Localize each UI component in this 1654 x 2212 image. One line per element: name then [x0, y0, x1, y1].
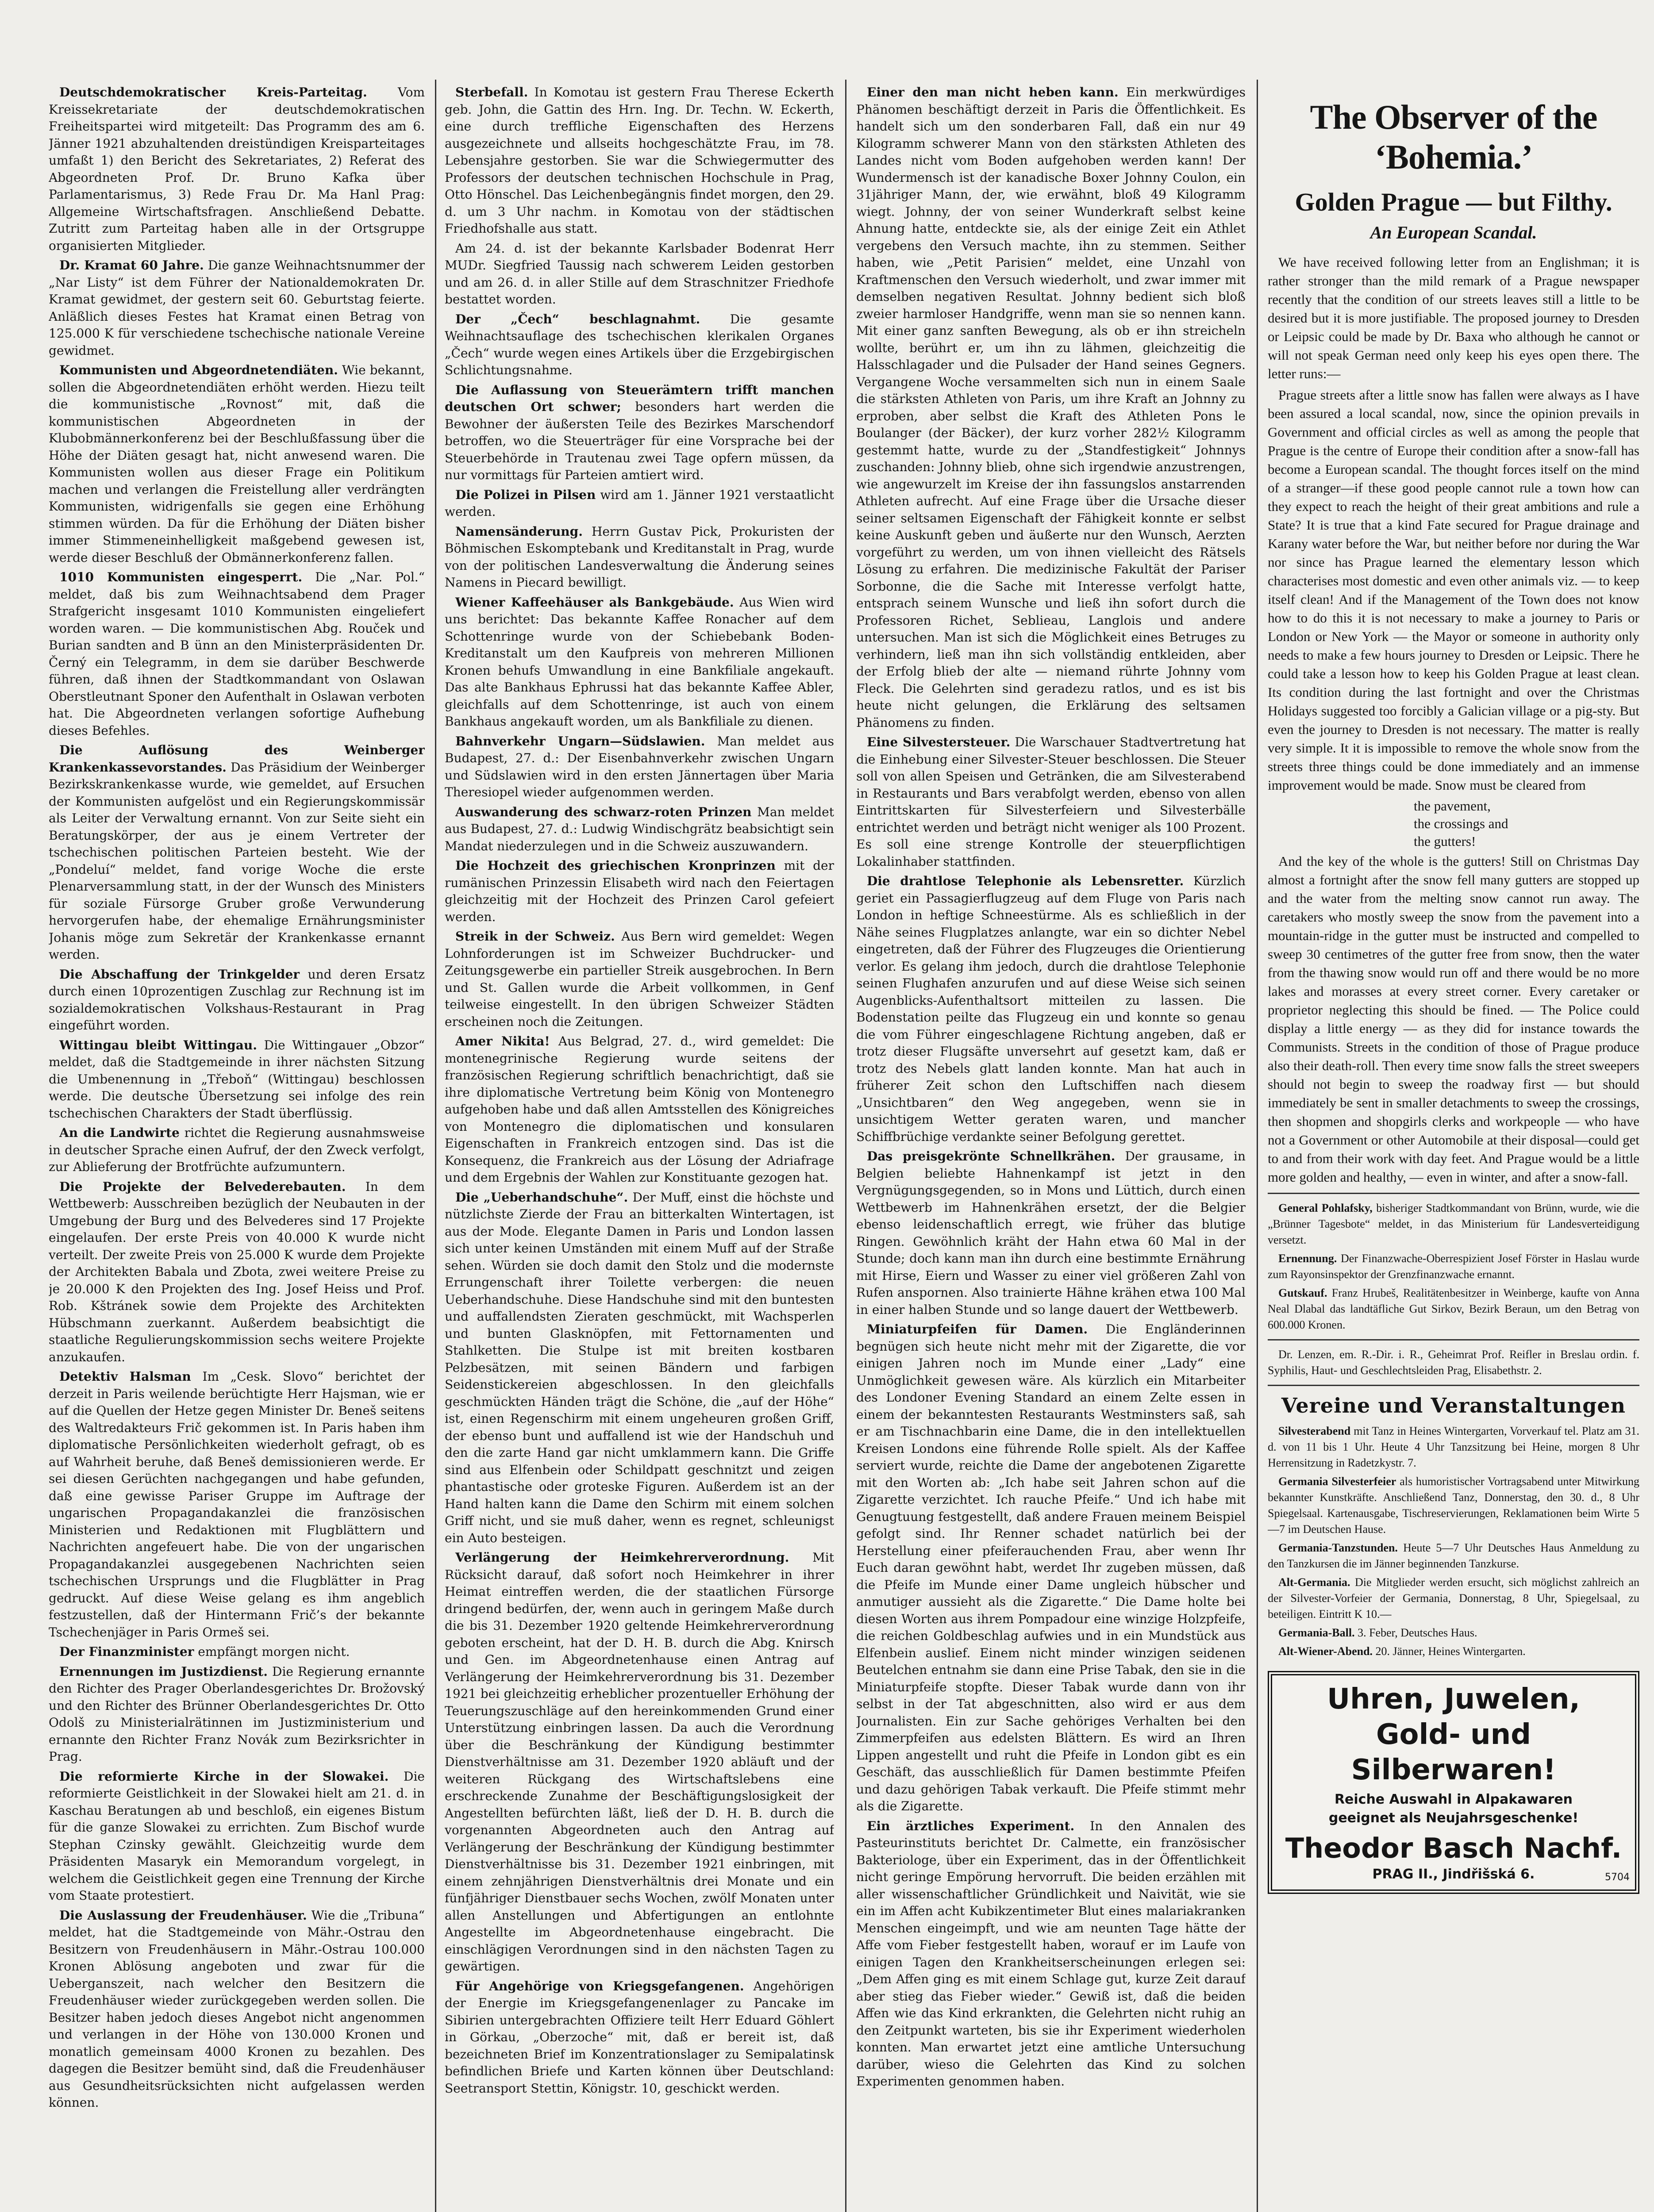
- article-body: richtet die Regierung ausnahmsweise in deutscher Sprache einen Aufruf, der den Zweck verfolgt, zur Ablieferung der Brotfrüchte aufzumuntern.: [49, 1125, 425, 1174]
- article: [445, 311, 834, 379]
- article: [445, 84, 834, 238]
- article: [49, 1663, 425, 1766]
- column-2: [445, 84, 834, 2212]
- article: [856, 873, 1246, 1145]
- article: [445, 240, 834, 308]
- article-headline: Wittingau bleibt Wittingau.: [59, 1037, 257, 1052]
- list-item: the crossings and: [1414, 816, 1508, 831]
- article-body: Der Finanzwache-Oberrespizient Josef Förster in Haslau wurde zum Rayonsinspektor der Grenzfinanzwache ernannt.: [1268, 1252, 1639, 1281]
- article: [445, 857, 834, 926]
- article-subheadline: An European Scandal.: [1370, 223, 1537, 242]
- article-body: Die Engländerinnen begnügen sich heute nicht mehr mit der Zigarette, die vor einigen Jahren noch im Munde einer „Lady“ eine Unmöglichkeit gewesen wäre. Als kürzlich ein Mitarbeiter des Londoner Evening Standard an einem Zelte essen in einem der bekanntesten Restaurants Westminsters saß, sah er am Tischnachbarin eine Dame, die in den intellektuellen Kreisen Londons eine führende Rolle spielt. Als der Kaffee serviert wurde, reichte die Dame der angebotenen Zigarette mit den Worten ab: „Ich habe seit Jahren schon auf die Zigarette verzichtet. Ich rauche Pfeife.“ Und ich habe mit Genugtuung festgestellt, daß andere Frauen meinem Beispiel gefolgt sind. Ihr Renner schadet natürlich bei der Herstellung einer pfeiferauchenden Frau, aber wenn Ihr Euch daran gewöhnt habt, werdet Ihr zugeben müssen, daß die Pfeife im Munde einer Dame ungleich hübscher und anmutiger aussieht als die Zigarette.“ Die Dame holte bei diesen Worten aus ihrem Pompadour eine winzige Holzpfeife, die reichen Goldbeschlag aufwies und in ein Mundstück aus Elfenbein auslief. Einem nicht minder winzigen seidenen Beutelchen entnahm sie dann eine Prise Tabak, den sie in die Miniaturpfeife stopfte. Dieser Tabak wurde dann von ihr selbst in der Tat abgeschnitten, also wird er aus dem Journalisten. Ein zur Sache gehöriges Verhalten bei den Zimmerpfeifen aus edelsten Blättern. Es wird an Ihren Lippen angestellt und ruht die Pfeife in London gibt es ein Geschäft, das ausschließlich für Damen bestimmte Pfeifen und dazu gehörigen Tabak verkauft. Die Pfeife stimmt mehr als die Zigarette.: [856, 1322, 1246, 1813]
- article-body: Man meldet aus Budapest, 27. d.: Ludwig Windischgrätz beabsichtigt sein Mandat niederzulegen und in die Schweiz auszuwandern.: [445, 804, 834, 853]
- article-headline: Der „Čech“ beschlagnahmt.: [455, 311, 700, 326]
- ad-company-name: Theodor Basch Nachf.: [1285, 1832, 1622, 1864]
- article: [856, 1148, 1246, 1318]
- ad-line: Reiche Auswahl in Alpakawaren: [1334, 1792, 1573, 1807]
- article: [1268, 1540, 1639, 1572]
- ad-line: geeignet als Neujahrsgeschenke!: [1328, 1810, 1579, 1826]
- article: [49, 569, 425, 739]
- article-body: empfängt morgen nicht.: [198, 1644, 350, 1659]
- article-paragraph: Prague streets after a little snow has fallen were always as I have been assured a local scandal, now, since the opinion prevails in Government and official circles as well as among the people that Prague is the centre of Europe their condition after a snow-fall has become a European scandal. The thought forces itself on the mind of a stranger—if these good people cannot rule a town how can they expect to reach the height of their great ambitions and rule a State? It is true that a kind Fate secured for Prague drainage and Karany water before the War, but neither before nor during the War nor since has Prague learned the elementary lesson which characterises most domestic and even other animals viz. — to keep itself clean! And if the Management of the Town does not know how to do this it is not necessary to make a journey to Paris or London or New York — the Mayor or someone in authority only needs to make a few hours journey to Dresden or Leipsic. There he could take a lesson how to keep his Golden Prague at least clean. Its condition during the last fortnight and over the Christmas Holidays suggested too forcibly a Galician village or a pig-sty. But even the journey to Dresden is not necessary. The matter is really very simple. It it is impossible to remove the whole snow from the streets three things could be done immediately and an immense improvement would be made. Snow must be cleared from: [1268, 387, 1639, 793]
- article-body: mit der rumänischen Prinzessin Elisabeth wird nach den Feiertagen gleichzeitig mit der Hochzeit des Prinzen Carol gefeiert werden.: [445, 858, 834, 924]
- article-body: Am 24. d. ist der bekannte Karlsbader Bodenrat Herr MUDr. Siegfried Taussig nach schwerem Leiden gestorben und am 26. d. in aller Stille auf dem Straschnitzer Friedhofe bestattet worden.: [445, 241, 834, 307]
- article-headline: Germania Silvesterfeier: [1278, 1475, 1396, 1488]
- article-body: Angehörigen der Energie im Kriegsgefangenenlager zu Pancake im Sibirien untergebrachten Offiziere teilt Herr Eduard Göhlert in Görkau, „Oberzoche“ mit, daß er bereit ist, daß bezeichneten Brief im Konzentrationslager zu Semipalatinsk befindlichen Briefe und Karten können über Deutschland: Seetransport Stettin, Königstr. 10, geschickt werden.: [445, 1978, 834, 2096]
- article-headline: Wiener Kaffeehäuser als Bankgebäude.: [455, 595, 734, 610]
- article: [1268, 1285, 1639, 1333]
- article: [445, 1033, 834, 1187]
- obituary-notice: Dr. Lenzen, em. R.-Dir. i. R., Geheimrat Prof. Reifler in Breslau ordin. f. Syphilis, Haut- und Geschlechtsleiden Prag, Elisabethstr. 2.: [1268, 1348, 1639, 1377]
- article-body: Die Mitglieder werden ersucht, sich möglichst zahlreich an der Silvester-Vorfeier der Germania, Donnerstag, 8 Uhr, Spiegelsaal, zu beteiligen. Eintritt K 10.—: [1268, 1576, 1639, 1621]
- article: [445, 594, 834, 730]
- article: [1268, 1644, 1639, 1659]
- article-body: und deren Ersatz durch einen 10prozentigen Zuschlag zur Rechnung ist im sozialdemokratischen Volkshaus-Restaurant in Prag eingeführt worden.: [49, 967, 425, 1033]
- article: [856, 1818, 1246, 2090]
- article-headline: Die reformierte Kirche in der Slowakei.: [59, 1769, 389, 1784]
- newspaper-page: [49, 66, 1642, 2212]
- article-body: Man meldet aus Budapest, 27. d.: Der Eisenbahnverkehr zwischen Ungarn und Südslawien wird in den ersten Jännertagen über Maria Theresiopel wieder aufgenommen werden.: [445, 733, 834, 799]
- article-body: Mit Rücksicht darauf, daß sofort noch Heimkehrer in ihrer Heimat eintreffen werden, die der staatlichen Fürsorge dringend bedürfen, der, wenn auch in geringem Maße durch die bis 31. Dezember 1920 geltende Heimkehrerverordnung geboten erscheint, hat der D. H. B. durch die Abg. Knirsch und Gen. im Abgeordnetenhause einen Antrag auf Verlängerung der Heimkehrerverordnung bis 31. Dezember 1921 bei gleichzeitig erheblicher prozentueller Erhöhung der Teuerungszuschläge auf den hereinkommenden Grund einer Unterstützung einbringen lassen. Da auch die Verordnung über die Beschränkung der Kündigung bestimmter Dienstverhältnisse am 31. Dezember 1920 abläuft und der weiteren Rückgang des Wirtschaftslebens eine erschreckende Zunahme der Beschäftigungslosigkeit der Angestellten befürchten läßt, ließ der D. H. B. durch die vorgenannten Abgeordneten auch den Antrag auf Verlängerung der Beschränkung der Kündigung bestimmter Dienstverhältnisse bis 31. Dezember 1921 einbringen, mit einem zehnjährigen Dienstverhältnis drei Monate und ein fünfjähriger Dienstbauer sechs Wochen, zwölf Monaten unter allen Anstellungen und Abfertigungen an entlohnte Angestellte im Abgeordnetenhause eingebracht. Die einschlägigen Verordnungen sind in den nächsten Tagen zu gewärtigen.: [445, 1550, 834, 1974]
- article: [49, 1368, 425, 1641]
- article-headline: Für Angehörige von Kriegsgefangenen.: [455, 1978, 744, 1993]
- snow-list: [1414, 797, 1639, 850]
- article-body: Ein merkwürdiges Phänomen beschäftigt derzeit in Paris die Öffentlichkeit. Es handelt sich um den sonderbaren Fall, daß ein nur 49 Kilogramm schwerer Mann von den stärksten Athleten des Landes nicht vom Boden aufgehoben werden kann! Der Wundermensch ist der kanadische Boxer Johnny Coulon, ein 31jähriger Mann, der, wie erwähnt, bloß 49 Kilogramm wiegt. Johnny, der von seiner Wunderkraft selbst keine Ahnung hatte, entdeckte sie, als der einige Zeit ein Athlet vergebens den Versuch machte, ihn zu stemmen. Seither haben, wie „Petit Parisien“ meldet, eine Unzahl von Kraftmenschen den Versuch wiederholt, und zwar immer mit demselben negativen Resultat. Johnny bedient sich bloß zweier harmloser Handgriffe, wenn man sie so nennen kann. Mit einer ganz sanften Bewegung, als ob er ihn streicheln wollte, berührt er, um ihn zu lähmen, gleichzeitig die Halsschlagader und die Pulsader der Hand seines Gegners. Vergangene Woche versammelten sich nun in einem Saale die stärksten Athleten von Paris, um ihre Kraft an Johnny zu erproben, aber selbst die Kraft des Athleten Pons le Boulanger (der Bäcker), der kurz vorher 282½ Kilogramm gestemmt hatte, wurde zu der „Standfestigkeit“ Johnnys zuschanden: Johnny blieb, ohne sich irgendwie anzustrengen, wie angewurzelt im Kreise der ihn fassungslos anstarrenden Athleten aufrecht. Auf eine Frage über die Ursache dieser seiner seltsamen Eigenschaft der Fähigkeit konnte er selbst keine Auskunft geben und äußerte nur den Wunsch, Aerzten vorgeführt zu werden, um von ihnen vielleicht des Rätsels Lösung zu erfahren. Die medizinische Fakultät der Pariser Sorbonne, die die Sache mit Interesse verfolgt hatte, entsprach seinem Wunsche und ließ ihn sofort durch die Professoren Richet, Seblieau, Langlois und andere untersuchen. Man ist sich die Möglichkeit eines Betruges zu verhindern, ließ man ihn sich vollständig entkleiden, aber der Erfolg blieb der alte — niemand rührte Johnny vom Fleck. Die Gelehrten sind geradezu ratlos, und es ist bis heute nicht gelungen, die Erklärung des seltsamen Phänomens zu finden.: [856, 85, 1246, 730]
- article-headline: Die Auflösung des Weinberger Krankenkassevorstandes.: [49, 743, 425, 775]
- column-3: [856, 84, 1246, 2212]
- article: [445, 1189, 834, 1547]
- ad-line: Uhren, Juwelen,: [1327, 1683, 1580, 1716]
- article-body: Die „Nar. Pol.“ meldet, daß bis zum Weihnachtsabend dem Prager Strafgericht insgesamt 1010 Kommunisten eingeliefert worden waren. — Die kommunistischen Abg. Rouček und Burian sandten and B ünn an den Ministerpräsidenten Dr. Černý ein Telegramm, in dem sie darüber Beschwerde führen, daß ihnen der Stadtkommandant von Oslawan Oberstleutnant Sponer den Aufenthalt in Oslawan verboten hat. Die Abgeordneten verlangen sofortige Aufhebung dieses Befehles.: [49, 570, 425, 738]
- masthead-title: The Observer of the ‘Bohemia.’: [1310, 98, 1597, 176]
- list-item: the pavement,: [1414, 798, 1491, 814]
- article: [49, 1907, 425, 2112]
- column-4: [1268, 84, 1639, 2212]
- article: [445, 804, 834, 855]
- notices: [1268, 1200, 1639, 1333]
- article-body: wird am 1. Jänner 1921 verstaatlicht werden.: [445, 487, 834, 519]
- ad-address: PRAG II., Jindřišská 6.: [1372, 1866, 1535, 1882]
- article-headline: Germania-Tanzstunden.: [1278, 1541, 1398, 1554]
- article-headline: Detektiv Halsman: [59, 1369, 191, 1384]
- article-headline: Gutskauf.: [1278, 1286, 1327, 1299]
- article-headline: Sterbefall.: [455, 85, 528, 100]
- article-body: als humoristischer Vortragsabend unter Mitwirkung bekannter Kunstkräfte. Anschließend Tanz, Donnerstag, den 30. d., 8 Uhr Spiegelsaal. Kartenausgabe, Tischreservierungen, Reklamationen beim Wirte 5—7 im Deutschen Hause.: [1268, 1475, 1639, 1536]
- article-headline: An die Landwirte: [59, 1125, 180, 1140]
- article-body: Die gesamte Weihnachtsauflage des tschechischen klerikalen Organes „Čech“ wurde wegen eines Artikels über die Erzgebirgischen Schlichtungsnahme.: [445, 311, 834, 377]
- article-paragraph: We have received following letter from an Englishman; it is rather stronger than the mild remark of a Prague newspaper recently that the condition of our streets leaves still a little to be desired but it is more justifiable. The proposed journey to Dresden or Leipsic could be made by Dr. Baxa who although he cannot or will not speak German need only keep his eyes open there. The letter runs:—: [1268, 254, 1639, 381]
- article: [1268, 1625, 1639, 1641]
- article-body: Der Muff, einst die höchste und nützlichste Zierde der Frau an bitterkalten Wintertagen, ist aus der Mode. Elegante Damen in Paris und London lassen sich unter keinen Umständen mit einem Muff auf der Straße sehen. Würden sie doch damit den Stolz und die modernste Errungenschaft ihrer Toilette verbergen: die neuen Ueberhandschuhe. Diese Handschuhe sind mit den buntesten und auffallendsten Zieraten geschmückt, mit Wachsperlen und bunten Glasknöpfen, mit Fettornamenten und Stahlketten. Die Stulpe ist mit breiten kostbaren Pelzbesätzen, mit seinen Bändern und farbigen Seidenstickereien abgeschlossen. In den gleichfalls geschmückten Händen trägt die Schöne, die „auf der Höhe“ ist, einen Regenschirm mit einem ungeheuren großen Griff, der ebenso bunt und auffallend ist wie der Handschuh und den die zarte Hand gar nicht umklammern kann. Die Griffe sind aus Elfenbein oder Schildpatt geschnitzt und zeigen phantastische oder groteske Figuren. Außerdem ist an der Hand halten kann die Dame den Schirm mit einem solchen Griff nicht, und sie muß daher, wenn es regnet, schleunigst ein Auto besteigen.: [445, 1190, 834, 1545]
- divider: [1268, 1193, 1639, 1194]
- article: [856, 84, 1246, 731]
- article: [49, 1644, 425, 1661]
- article-headline: Namensänderung.: [455, 524, 583, 539]
- article-body: Vom Kreissekretariate der deutschdemokratischen Freiheitspartei wird mitgeteilt: Das Programm des am 6. Jänner 1921 abzuhaltenden dreistündigen Kreisparteitages umfaßt 1) den Bericht des Sekretariates, 2) Referat des Abgeordneten Prof. Dr. Bruno Kafka über Parlamentarismus, 3) Rede Frau Dr. Ma Hanl Prag: Allgemeine Wirtschaftsfragen. Anschließend Debatte. Zutritt zum Parteitag haben alle in der Ortsgruppe organisierten Mitglieder.: [49, 85, 425, 253]
- article-body: Kürzlich geriet ein Passagierflugzeug auf dem Fluge von Paris nach London in heftige Schneestürme. Als es schließlich in der Nähe seines Flugplatzes anlangte, war ein so dichter Nebel eingetreten, daß der Führer des Flugzeuges die Orientierung verlor. Es gelang ihm jedoch, durch die drahtlose Telephonie seinen Flughafen anzurufen und auf diese Weise sich seinen Augenblicks-Aufenthaltsort mitteilen zu lassen. Die Bodenstation peilte das Flugzeug ein und konnte so genau die vom Führer eingeschlagene Richtung angeben, daß er trotz dieser Flugsäfte unversehrt auf gesetzt kam, daß er trotz des Nebels glatt landen konnte. Man hat auch in früherer Zeit schon den Luftschiffen nach diesem „Unsichtbaren“ den Weg angegeben, wenn sie in unsichtigem Wetter geraten waren, und mancher Schiffbrüchige verdankte seiner Befolgung gerettet.: [856, 874, 1246, 1144]
- article: [445, 523, 834, 591]
- article: [856, 1321, 1246, 1815]
- article-headline: Silvesterabend: [1278, 1425, 1351, 1437]
- article-headline: Dr. Kramat 60 Jahre.: [59, 258, 204, 273]
- ad-line: Gold- und Silberwaren!: [1351, 1718, 1556, 1786]
- divider: [1268, 1385, 1639, 1386]
- article-headline: Golden Prague — but Filthy.: [1295, 188, 1612, 216]
- column-rule: [435, 80, 436, 2212]
- list-item: the gutters!: [1414, 833, 1476, 849]
- article-body: bisheriger Stadtkommandant von Brünn, wurde, wie die „Brünner Tagesbote“ meldet, in das Ministerium für Landesverteidigung versetzt.: [1268, 1202, 1639, 1246]
- article-body: In Komotau ist gestern Frau Therese Eckerth geb. John, die Gattin des Hrn. Ing. Dr. Techn. W. Eckerth, eine durch treffliche Eigenschaften des Herzens ausgezeichnete und allseits hochgeschätzte Frau, im 78. Lebensjahre gestorben. Sie war die Schwiegermutter des Professors der deutschen technischen Hochschule in Prag, Otto Hönschel. Das Leichenbegängnis findet morgen, den 29. d. um 3 Uhr nachm. in Komotau von der städtischen Friedhofshalle aus statt.: [445, 85, 834, 236]
- article-headline: Eine Silvestersteuer.: [867, 735, 1011, 749]
- article-headline: Verlängerung der Heimkehrerverordnung.: [455, 1550, 789, 1565]
- article-headline: Das preisgekrönte Schnellkrähen.: [867, 1149, 1115, 1164]
- article-body: Aus Bern wird gemeldet: Wegen Lohnforderungen ist im Schweizer Buchdrucker- und Zeitungsgewerbe ein partieller Streik ausgebrochen. In Bern und St. Gallen wurde die Arbeit vollkommen, in Genf teilweise eingestellt. In den übrigen Schweizer Städten erscheinen noch die Zeitungen.: [445, 929, 834, 1029]
- article-headline: Kommunisten und Abgeordnetendiäten.: [59, 363, 338, 377]
- article: [1268, 1474, 1639, 1537]
- article-body: Aus Belgrad, 27. d., wird gemeldet: Die montenegrinische Regierung wurde seitens der französischen Regierung schriftlich benachrichtigt, daß sie ihre diplomatische Vertretung beim König von Montenegro aufgehoben habe und daß allen Amtsstellen des Königreiches von Montenegro die diplomatischen und konsularen Eigenschaften in Frankreich entzogen sind. Das ist die Konsequenz, die Frankreich aus der Lösung der Adriafrage und dem Ergebnis der Wahlen zur Konstituante gezogen hat.: [445, 1034, 834, 1185]
- article: [1268, 1200, 1639, 1248]
- article-headline: Ernennungen im Justizdienst.: [59, 1664, 268, 1679]
- article-headline: Germania-Ball.: [1278, 1626, 1355, 1639]
- article-headline: Amer Nikita!: [455, 1034, 550, 1048]
- divider: [1268, 1339, 1639, 1340]
- article-body: besonders hart werden die Bewohner der äußersten Teile des Bezirkes Marschendorf betroffen, wo die Steuerträger für eine Vorsprache bei der Steuerbehörde in Trautenau zwei Tage opfern müssen, da nur vormittags für Parteien amtiert wird.: [445, 399, 834, 482]
- article-body: Das Präsidium der Weinberger Bezirkskrankenkasse wurde, wie gemeldet, auf Ersuchen der Kommunisten aufgelöst und ein Regierungskommissär als Leiter der Verwaltung ernannt. Von zur Seite sieht ein Beratungskörper, der aus je einem Vertreter der tschechischen politischen Parteien besteht. Wie der „Pondeluí“ meldet, fand vorige Woche die erste Plenarversammlung statt, in der der Wunsch des Ministers für soziale Fürsorge Gruber große Verwunderung hervorgerufen habe, der ehemalige Ernährungsminister Johanis möge zum Sekretär der Krankenkasse ernannt werden.: [49, 760, 425, 962]
- article-headline: Die Projekte der Belvederebauten.: [59, 1179, 346, 1194]
- article: [49, 1125, 425, 1176]
- article: [856, 734, 1246, 870]
- article: [49, 742, 425, 964]
- ad-code: 5704: [1605, 1872, 1630, 1883]
- article-headline: Deutschdemokratischer Kreis-Parteitag.: [59, 85, 367, 100]
- article-headline: General Pohlafsky,: [1278, 1202, 1373, 1214]
- article: [49, 362, 425, 566]
- article-headline: Alt-Germania.: [1278, 1576, 1350, 1589]
- article-body: Die reformierte Geistlichkeit in der Slowakei hielt am 21. d. in Kaschau Beratungen ab und beschloß, ein eigenes Bistum für die ganze Slowakei zu errichten. Zum Bischof wurde Stephan Czinsky gewählt. Gleichzeitig wurde dem Präsidenten Masaryk ein Memorandum vorgelegt, in welchem die Geistlichkeit gegen eine Trennung der Kirche vom Staate protestiert.: [49, 1769, 425, 1903]
- article-body: Aus Wien wird uns berichtet: Das bekannte Kaffee Ronacher auf dem Schottenringe wurde von der Schiebebank Boden-Kreditanstalt um den Kaufpreis von mehreren Millionen Kronen behufs Umwandlung in eine Bankfiliale angekauft. Das alte Bankhaus Ephrussi hat das bekannte Kaffee Abler, gleichfalls auf dem Schottenringe, ist auch von einem Bankhaus angekauft worden, um als Bankfiliale zu dienen.: [445, 595, 834, 729]
- article-body: In dem Wettbewerb: Ausschreiben bezüglich der Neubauten in der Umgebung der Burg und des Belvederes sind 17 Projekte eingelaufen. Der erste Preis von 40.000 K wurde nicht verteilt. Der zweite Preis von 25.000 K wurde dem Projekte der Architekten Babala und Zbota, zwei weitere Preise zu je 20.000 K den Projekten des Ing. Josef Heiss und Prof. Rob. Kštránek sowie dem Projekte des Architekten Hübschmann zuerkannt. Außerdem beabsichtigt die staatliche Regulierungskommission sechs weitere Projekte anzukaufen.: [49, 1179, 425, 1364]
- article-headline: Die Auslassung der Freudenhäuser.: [59, 1908, 307, 1923]
- article: [1268, 1575, 1639, 1622]
- article: [445, 928, 834, 1030]
- article: [49, 84, 425, 254]
- article-body: Die Warschauer Stadtvertretung hat die Einhebung einer Silvester-Steuer beschlossen. Die Steuer soll von allen Speisen und Getränken, die am Silvesterabend in Restaurants und Bars verabfolgt werden, ebenso von allen Eintrittskarten für Silvesterfeiern und Silvesterbälle entrichtet werden und beträgt nicht weniger als 100 Prozent. Es soll eine strenge Kontrolle der steuerpflichtigen Lokalinhaber stattfinden.: [856, 735, 1246, 869]
- article-headline: Ernennung.: [1278, 1252, 1337, 1265]
- article-body: Die ganze Weihnachtsnummer der „Nar Listy“ ist dem Führer der Nationaldemokraten Dr. Kramat gewidmet, der gestern seit 60. Geburtstag feierte. Anläßlich dieses Festes hat Kramat einen Betrag von 125.000 K für verschiedene tschechische nationale Vereine gewidmet.: [49, 258, 425, 358]
- article-headline: Die Polizei in Pilsen: [455, 487, 596, 502]
- article-body: 3. Feber, Deutsches Haus.: [1358, 1626, 1477, 1639]
- article: [1268, 1423, 1639, 1471]
- article: [49, 966, 425, 1034]
- article: [445, 487, 834, 521]
- article-headline: Streik in der Schweiz.: [455, 929, 615, 944]
- article-body: mit Tanz in Heines Wintergarten, Vorverkauf tel. Platz am 31. d. von 11 bis 1 Uhr. Heute 4 Uhr Tanzsitzung bei Heine, morgen 8 Uhr Herrensitzung in Radetzkystr. 7.: [1268, 1425, 1639, 1469]
- article-headline: Ein ärztliches Experiment.: [867, 1818, 1075, 1833]
- article-headline: Alt-Wiener-Abend.: [1278, 1645, 1373, 1658]
- article-body: Die Regierung ernannte den Richter des Prager Oberlandesgerichtes Dr. Brožovský und den Richter des Brünner Oberlandesgerichtes Dr. Otto Odolš zu Ministerialrätinnen im Justizministerium und ernannte den Richter Franz Novák zum Bezirksrichter in Prag.: [49, 1664, 425, 1764]
- column-rule: [845, 80, 846, 2212]
- article-headline: Die drahtlose Telephonie als Lebensretter.: [867, 874, 1184, 888]
- article: [445, 382, 834, 484]
- article-headline: Die Auflassung von Steuerämtern trifft manchen deutschen Ort schwer;: [445, 382, 834, 414]
- article: [49, 257, 425, 359]
- article-body: 20. Jänner, Heines Wintergarten.: [1375, 1645, 1526, 1658]
- article: [445, 1549, 834, 1975]
- article: [445, 1978, 834, 2097]
- article-headline: Der Finanzminister: [59, 1644, 194, 1659]
- article-headline: Auswanderung des schwarz-roten Prinzen: [455, 804, 752, 819]
- article: [49, 1768, 425, 1905]
- article-body: In den Annalen des Pasteurinstituts berichtet Dr. Calmette, ein französischer Bakteriologe, über ein Experiment, das in der Öffentlichkeit nicht geringe Empörung hervorruft. Die beiden erzählen mit aller wissenschaftlicher Gründlichkeit und Naivität, wie sie ein im Affen acht Kubikzentimeter Blut eines malariakranken Menschen eingeimpft, und wie am neunten Tage hätte der Affe vom Fieber festgestellt haben, worauf er im Laufe von einigen Tagen den Krankheitserscheinungen erlegen sei: „Dem Affen ging es mit einem Schlage gut, kurze Zeit darauf aber stieg das Fieber wieder.“ Gewiß ist, daß die beiden Affen wie das Kind erkrankten, die Gelehrten nicht ruhig an den Zeitpunkt warteten, bis sie ihr Experiment wiederholen konnten. Man erwartet jetzt eine amtliche Untersuchung darüber, wieso die Gelehrten das Kind zu solchen Experimenten genommen haben.: [856, 1818, 1246, 2089]
- section-title: Vereine und Veranstaltungen: [1281, 1394, 1626, 1417]
- article-body: Der grausame, in Belgien beliebte Hahnenkampf ist jetzt in den Vergnügungsgegenden, so in Mons und Lüttich, durch einen Wettbewerb im Hahnenkrähen ersetzt, der die Belgier ebenso leidenschaftlich erregt, wie früher das blutige Ringen. Gewöhnlich kräht der Hahn etwa 60 Mal in der Stunde; doch kann man ihn durch eine bestimmte Ernährung mit Hirse, Eiern und Wasser zu einer viel größeren Zahl von Rufen anspornen. Also trainierte Hähne krähen etwa 100 Mal in einer halben Stunde und so lange dauert der Wettbewerb.: [856, 1149, 1246, 1317]
- article-headline: Bahnverkehr Ungarn—Südslawien.: [455, 733, 705, 749]
- advertisement: [1268, 1671, 1639, 1894]
- article-body: Im „Cesk. Slovo“ berichtet der derzeit in Paris weilende berüchtigte Herr Hajsman, wie er auf die Quellen der Hetze gegen Minister Dr. Beneš seitens des Waltredakteurs Frič gekommen ist. In Paris haben ihm diplomatische Persönlichkeiten wiederholt gefragt, ob es auf Wahrheit beruhe, daß Beneš demissionieren werde. Er sei diesen Gerüchten nachgegangen und habe gefunden, daß eine gewisse Pariser Gruppe im Auftrage der ungarischen Propagandakanzlei die französischen Ministerien und Redaktionen mit Flugblättern und Nachrichten angefeuert habe. Die von der ungarischen Propagandakanzlei ausgegebenen Nachrichten seien tschechischen Ursprungs und die Flugblätter in Prag gedruckt. Auf diese Weise gelang es ihm angeblich festzustellen, daß der Hintermann Frič’s der bekannte Tschechenjäger in Paris Ormeš sei.: [49, 1369, 425, 1640]
- article-headline: Einer den man nicht heben kann.: [867, 85, 1119, 100]
- article-body: Wie bekannt, sollen die Abgeordnetendiäten erhöht werden. Hiezu teilt die kommunistische „Rovnost“ mit, daß die kommunistischen Abgeordneten in der Klubobmännerkonferenz bei der Beschlußfassung über die Höhe der Diäten gesagt hat, nicht anwesend waren. Die Kommunisten wollen aus dieser Frage ein Politikum machen und verlangen die Freistellung aller verdrängten Kommunisten, widrigenfalls sie gegen eine Erhöhung stimmen würden. Da für die Erhöhung der Diäten bisher immer Stimmeneinhelligkeit maßgebend gewesen ist, werde dieser Beschluß der Obmännerkonferenz fallen.: [49, 363, 425, 565]
- column-rule: [1257, 80, 1258, 2212]
- article-body: Herrn Gustav Pick, Prokuristen der Böhmischen Eskomptebank und Kreditanstalt in Prag, wurde von der politischen Landesverwaltung die Änderung seines Namens in Piecard bewilligt.: [445, 524, 834, 590]
- events-list: [1268, 1423, 1639, 1659]
- article-headline: Die Hochzeit des griechischen Kronprinzen: [455, 858, 776, 873]
- article: [1268, 1251, 1639, 1283]
- article-headline: Die Abschaffung der Trinkgelder: [59, 967, 300, 982]
- column-1: [49, 84, 425, 2212]
- article-headline: Miniaturpfeifen für Damen.: [867, 1322, 1088, 1336]
- article-body: Franz Hrubeš, Realitätenbesitzer in Weinberge, kaufte von Anna Neal Dlabal das landtäfliche Gut Sirkov, Bezirk Beraun, um den Betrag von 600.000 Kronen.: [1268, 1286, 1639, 1331]
- article-body: Die Wittingauer „Obzor“ meldet, daß die Stadtgemeinde in ihrer nächsten Sitzung die Umbenennung in „Třeboň“ (Wittingau) beschlossen werde. Die deutsche Übersetzung sei infolge des rein tschechischen Charakters der Stadt überflüssig.: [49, 1037, 425, 1121]
- article-body: Heute 5—7 Uhr Deutsches Haus Anmeldung zu den Tanzkursen die im Jänner beginnenden Tanzkurse.: [1268, 1541, 1639, 1570]
- article: [49, 1179, 425, 1366]
- article: [49, 1037, 425, 1122]
- article-paragraph: And the key of the whole is the gutters! Still on Christmas Day almost a fortnight after the snow fell many gutters are stopped up and the water from the melting snow cannot run away. The caretakers who mostly sweep the snow from the pavement into a mountain-ridge in the gutter must be instructed and compelled to sweep 30 centimetres of the gutter free from snow, then the water from the thawing snow would run off and there would be no more lakes and morasses at every street corner. Every caretaker or proprietor neglecting this should be fined. — The Police could display a little energy — as they did for instance towards the Communists. Streets in the condition of those of Prague produce also their death-roll. Then every time snow falls the street sweepers should not begin to sweep the roadway first — but should immediately be sent in smaller detachments to sweep the crossings, then shopmen and shopgirls clerks and workpeople — who have not a Government or other Automobile at their disposal—could get to and from their work with day feet. And Prague would be a little more golden and healthy, — even in winter, and after a snow-fall.: [1268, 853, 1639, 1185]
- article: [445, 733, 834, 801]
- article-body: Wie die „Tribuna“ meldet, hat die Stadtgemeinde von Mähr.-Ostrau den Besitzern von Freudenhäusern in Mähr.-Ostrau 100.000 Kronen Ablösung angeboten und zwar für die Ueberganszeit, nach welcher den Besitzern die Freudenhäuser wieder zurückgegeben werden sollen. Die Besitzer haben jedoch dieses Angebot nicht angenommen und verlangen in der Höhe von 130.000 Kronen und monatlich gemeinsam 4000 Kronen zu bezahlen. Des dagegen die Besitzer bemüht sind, daß die Freudenhäuser aus Gesundheitsrücksichten nicht aufgelassen werden können.: [49, 1908, 425, 2110]
- article-headline: Die „Ueberhandschuhe“.: [455, 1190, 628, 1205]
- article-headline: 1010 Kommunisten eingesperrt.: [59, 570, 303, 584]
